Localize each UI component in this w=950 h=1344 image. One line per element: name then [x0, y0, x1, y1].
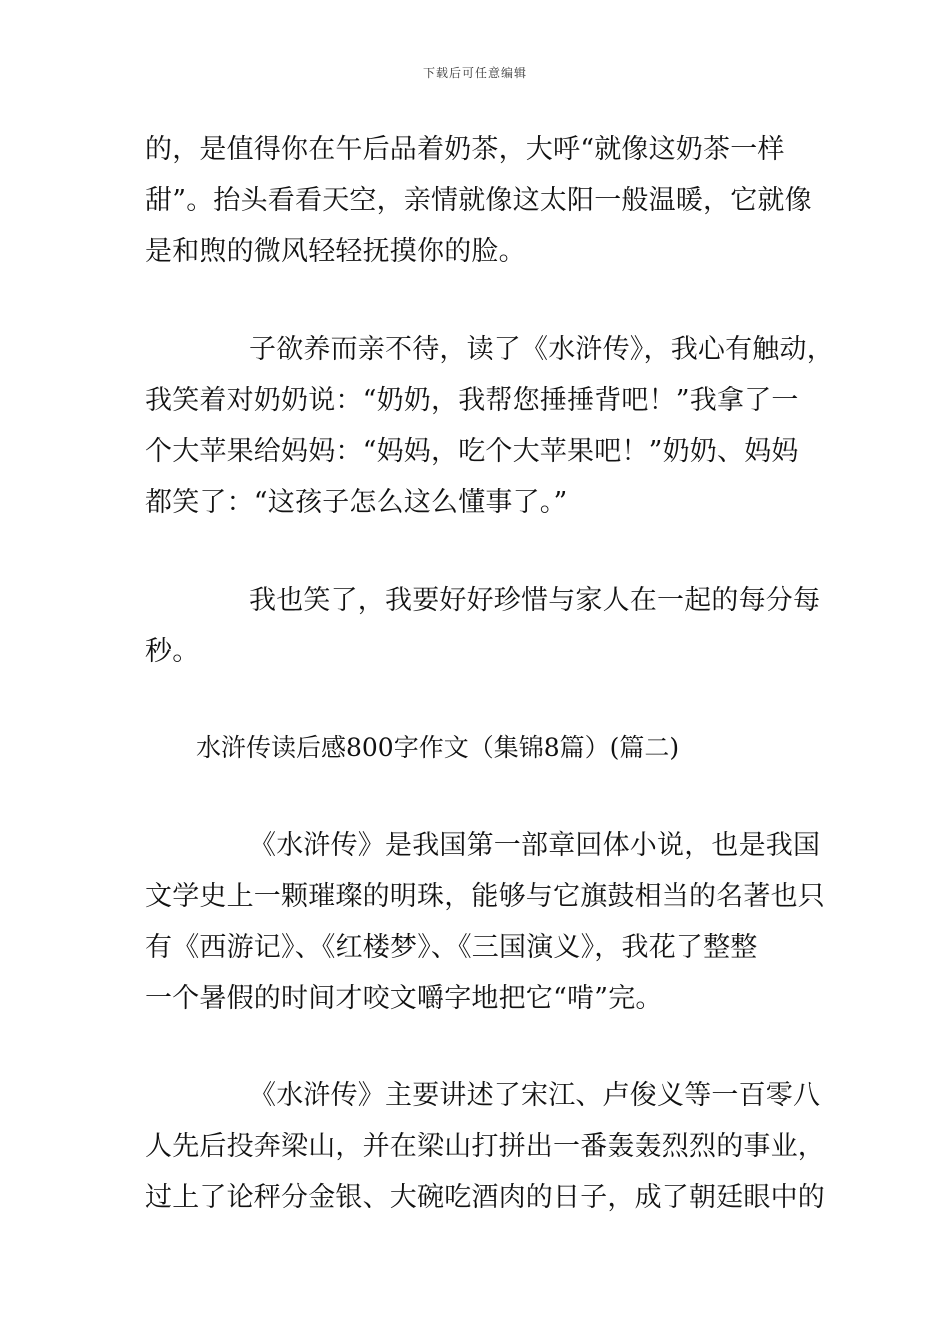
- paragraph-line: 我也笑了，我要好好珍惜与家人在一起的每分每: [249, 585, 821, 616]
- paragraph-5: [145, 1070, 825, 1223]
- paragraph-line: 过上了论秤分金银、大碗吃酒肉的日子，成了朝廷眼中的: [145, 1182, 825, 1213]
- paragraph-line: 都笑了：“这孩子怎么这么懂事了。”: [145, 487, 568, 518]
- paragraph-line: 甜”。抬头看看天空，亲情就像这太阳一般温暖，它就像: [145, 185, 812, 216]
- paragraph-line: 有《西游记》、《红楼梦》、《三国演义》，我花了整整: [145, 932, 758, 963]
- paragraph-line: 秒。: [145, 636, 200, 667]
- paragraph-line: 子欲养而亲不待，读了《水浒传》，我心有触动，: [249, 334, 834, 365]
- paragraph-4: [145, 820, 825, 1024]
- paragraph-line: 个大苹果给妈妈：“妈妈，吃个大苹果吧！”奶奶、妈妈: [145, 436, 799, 467]
- paragraph-line: 我笑着对奶奶说：“奶奶，我帮您捶捶背吧！”我拿了一: [145, 385, 799, 416]
- paragraph-line: 文学史上一颗璀璨的明珠，能够与它旗鼓相当的名著也只: [145, 881, 825, 912]
- paragraph-1: [145, 124, 810, 277]
- paragraph-line: 《水浒传》主要讲述了宋江、卢俊义等一百零八: [249, 1080, 821, 1111]
- paragraph-line: 《水浒传》是我国第一部章回体小说，也是我国: [249, 830, 821, 861]
- paragraph-2: [145, 324, 834, 528]
- paragraph-line: 一个暑假的时间才咬文嚼字地把它“啃”完。: [145, 983, 663, 1014]
- paragraph-line: 的，是值得你在午后品着奶茶，大呼“就像这奶茶一样: [145, 134, 785, 165]
- section-subtitle: 水浒传读后感800字作文（集锦8篇）(篇二): [196, 733, 680, 762]
- paragraph-line: 是和煦的微风轻轻抚摸你的脸。: [145, 236, 526, 267]
- paragraph-line: 人先后投奔梁山，并在梁山打拼出一番轰轰烈烈的事业，: [145, 1131, 825, 1162]
- page-header: 下载后可任意编辑: [422, 66, 527, 80]
- paragraph-3: [145, 575, 821, 677]
